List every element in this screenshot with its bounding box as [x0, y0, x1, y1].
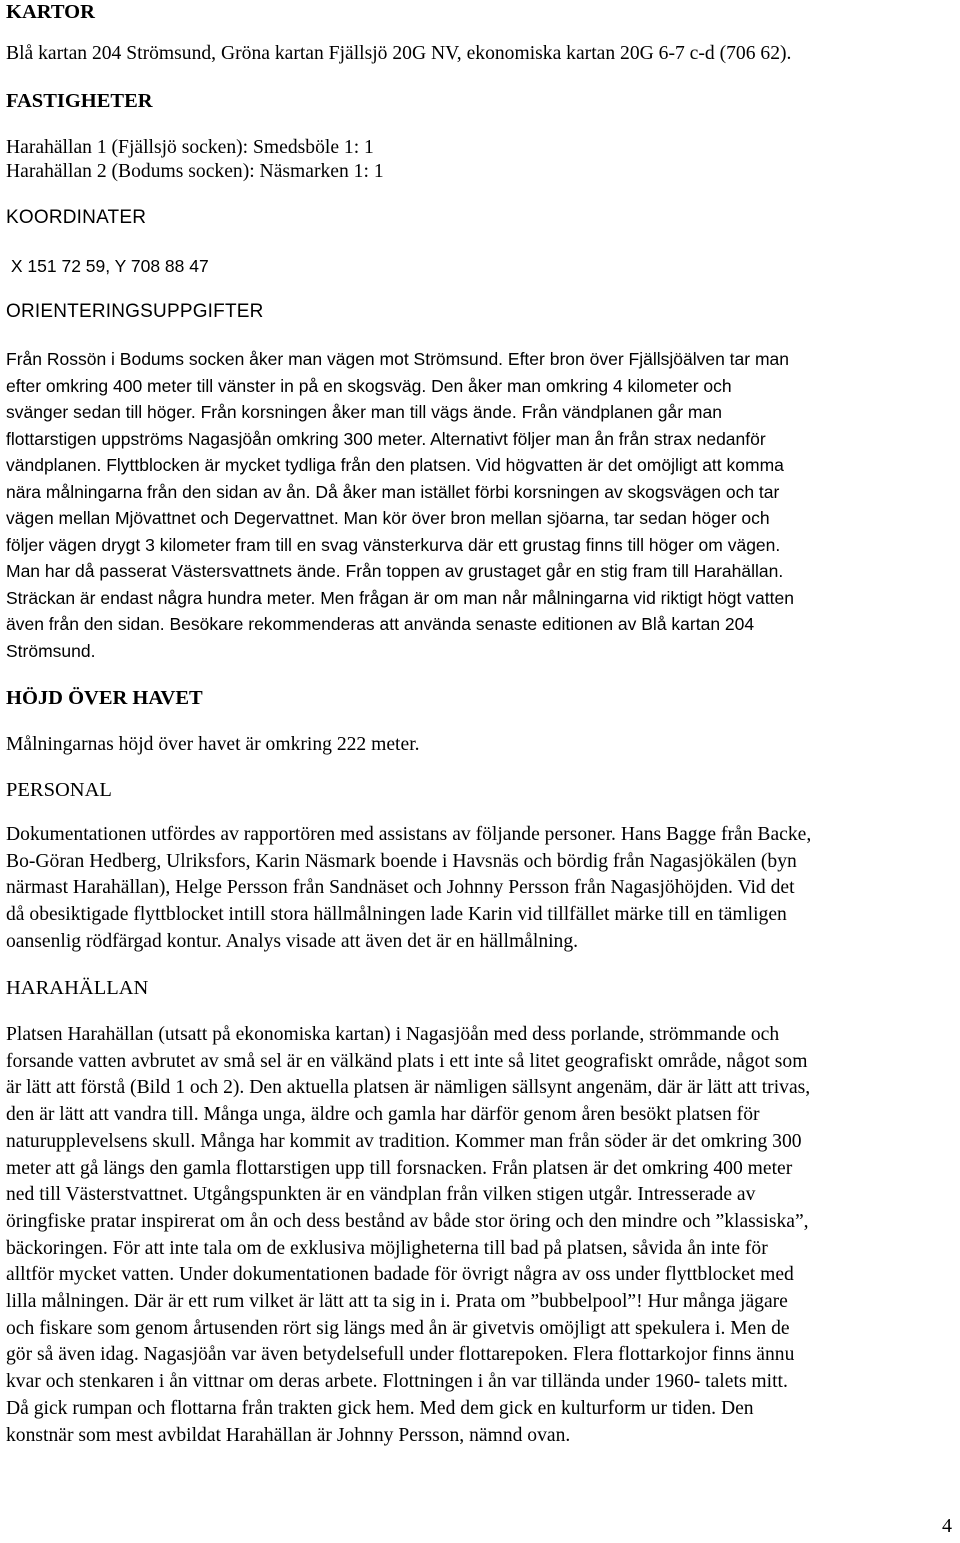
section-koordinater: [6, 206, 954, 230]
hojd-text: Målningarnas höjd över havet är omkring 222 meter.: [6, 734, 420, 755]
heading-koordinater: KOORDINATER: [6, 207, 147, 228]
paragraph-line: vägen mellan Mjövattnet och Degervattnet. Man kör över bron mellan sjöarna, tar sedan höger och: [6, 508, 770, 528]
paragraph-line: Från Rossön i Bodums socken åker man vägen mot Strömsund. Efter bron över Fjällsjöälven tar man: [6, 349, 789, 369]
paragraph-line: Strömsund.: [6, 640, 96, 661]
section-harahallan: [6, 976, 954, 1000]
section-orientering: [6, 300, 954, 324]
fastighet-line: Harahällan 1 (Fjällsjö socken): Smedsböle 1: 1: [6, 137, 374, 158]
personal-paragraph: [6, 822, 954, 956]
section-fastigheter: [6, 89, 954, 113]
section-kartor: [6, 0, 954, 24]
paragraph-line: den är lätt att vandra till. Många unga, äldre och gamla har därför genom åren besökt platsen för: [6, 1104, 760, 1126]
paragraph-line: även från den sidan. Besökare rekommenderas att använda senaste editionen av Blå kartan 204: [6, 614, 755, 634]
kartor-text-block: [6, 42, 954, 66]
paragraph-line: Man har då passerat Västersvattnets ände. Från toppen av grustaget går en stig fram till Harahällan.: [6, 561, 784, 581]
heading-fastigheter: FASTIGHETER: [6, 90, 153, 112]
fastighet-line: Harahällan 2 (Bodums socken): Näsmarken 1: 1: [6, 161, 384, 182]
orientering-paragraph: [6, 346, 954, 664]
paragraph-line: bäckoringen. För att inte tala om de exklusiva möjligheterna till bad på platsen, såvida ån inte för: [6, 1237, 768, 1259]
paragraph-line: följer vägen drygt 3 kilometer fram till en svag vänsterkurva där ett grustag finns till höger om vägen.: [6, 534, 781, 555]
paragraph-line: Då gick rumpan och flottarna från trakten gick hem. Med dem gick en kulturform ur tiden. Den: [6, 1397, 754, 1419]
paragraph-line: ned till Västerstvattnet. Utgångspunkten är en vändplan från vilken stigen utgår. Intresserade av: [6, 1184, 756, 1206]
section-personal: [6, 778, 954, 802]
fastigheter-list: [6, 136, 954, 184]
heading-kartor: KARTOR: [6, 1, 95, 23]
paragraph-line: öringfiske pratar inspirerat om ån och dess bestånd av både stor öring och den mindre och ”klassiska”,: [6, 1210, 809, 1232]
paragraph-line: oansenlig rödfärgad kontur. Analys visade att även det är en hällmålning.: [6, 930, 579, 952]
paragraph-line: flottarstigen uppströms Nagasjöån omkring 300 meter. Alternativt följer man ån från strax nedanför: [6, 428, 766, 449]
paragraph-line: Dokumentationen utfördes av rapportören med assistans av följande personer. Hans Bagge från Backe,: [6, 824, 812, 845]
heading-harahallan: HARAHÄLLAN: [6, 977, 149, 999]
paragraph-line: kvar och stenkaren i ån vittnar om deras arbete. Flottningen i ån var tillända under 1960- talets mitt.: [6, 1371, 788, 1393]
paragraph-line: efter omkring 400 meter till vänster in på en skogsväg. Den åker man omkring 4 kilometer och: [6, 375, 732, 396]
koordinater-text: X 151 72 59, Y 708 88 47: [6, 256, 209, 276]
paragraph-line: är lätt att förstå (Bild 1 och 2). Den aktuella platsen är nämligen sällsynt angenäm, där är lätt att trivas,: [6, 1077, 811, 1099]
section-hojd: [6, 686, 954, 710]
paragraph-line: då obesiktigade flyttblocket intill stora hällmålningen lade Karin vid tillfället märke till en tämligen: [6, 904, 787, 926]
paragraph-line: och fiskare som genom årtusenden rört sig längs med ån är givetvis omöjligt att spekulera i. Men de: [6, 1317, 790, 1339]
heading-hojd: HÖJD ÖVER HAVET: [6, 687, 203, 709]
paragraph-line: naturupplevelsens skull. Många har kommit av tradition. Kommer man från söder är det omkring 300: [6, 1130, 802, 1152]
kartor-text: Blå kartan 204 Strömsund, Gröna kartan Fjällsjö 20G NV, ekonomiska kartan 20G 6-7 c-d (706 62).: [6, 43, 792, 64]
paragraph-line: lilla målningen. Där är ett rum vilket är lätt att ta sig in i. Prata om ”bubbelpool”! Hur många jägare: [6, 1291, 788, 1313]
heading-orientering: ORIENTERINGSUPPGIFTER: [6, 301, 264, 322]
paragraph-line: Platsen Harahällan (utsatt på ekonomiska kartan) i Nagasjöån med dess porlande, strömmande och: [6, 1024, 780, 1045]
paragraph-line: konstnär som mest avbildat Harahällan är Johnny Persson, nämnd ovan.: [6, 1424, 571, 1446]
harahallan-paragraph: [6, 1022, 954, 1449]
paragraph-line: svänger sedan till höger. Från korsningen åker man till vägs ände. Från vändplanen går man: [6, 402, 722, 422]
koordinater-text-block: [6, 254, 954, 278]
paragraph-line: Sträckan är endast några hundra meter. Men frågan är om man når målningarna vid riktigt högt vatten: [6, 587, 794, 608]
paragraph-line: vändplanen. Flyttblocken är mycket tydliga från den platsen. Vid högvatten är det omöjligt att komma: [6, 455, 784, 475]
heading-personal: PERSONAL: [6, 779, 112, 801]
page-number: 4: [942, 1515, 952, 1537]
paragraph-line: forsande vatten avbrutet av små sel är en välkänd plats i ett inte så litet geografiskt område, något som: [6, 1050, 808, 1072]
paragraph-line: alltför mycket vatten. Under dokumentationen badade för övrigt några av oss under flyttblocket med: [6, 1264, 794, 1286]
paragraph-line: närmast Harahällan), Helge Persson från Sandnäset och Johnny Persson från Nagasjöhöjden. Vid det: [6, 877, 795, 899]
paragraph-line: meter att gå längs den gamla flottarstigen upp till forsnacken. Från platsen är det omkring 400 meter: [6, 1157, 793, 1179]
paragraph-line: gör så även idag. Nagasjöån var även betydelsefull under flottarepoken. Flera flottarkojor finns ännu: [6, 1344, 795, 1366]
paragraph-line: Bo-Göran Hedberg, Ulriksfors, Karin Näsmark boende i Havsnäs och bördig från Nagasjökälen (byn: [6, 850, 797, 872]
hojd-text-block: [6, 733, 954, 757]
paragraph-line: nära målningarna från den sidan av ån. Då åker man istället förbi korsningen av skogsvägen och tar: [6, 481, 780, 502]
